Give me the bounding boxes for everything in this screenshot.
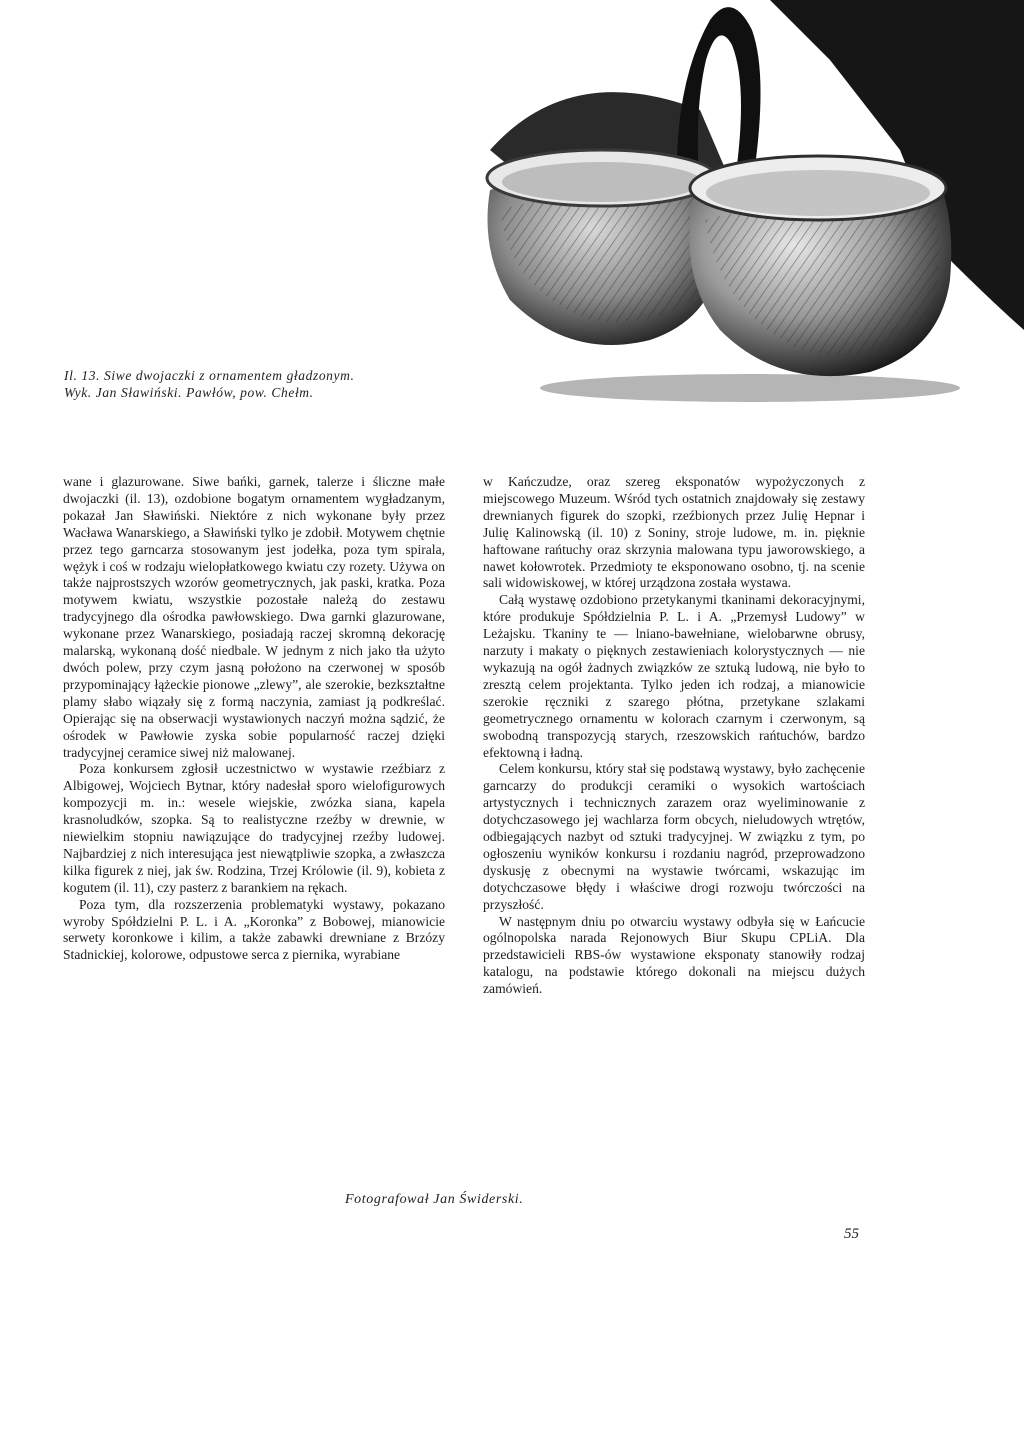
right-text-column (483, 474, 865, 998)
double-pot-illustration (470, 0, 1024, 420)
paragraph: wane i glazurowane. Siwe bańki, garnek, talerze i śliczne małe dwojaczki (il. 13), ozdobione bogatym ornamentem wygładzanym, pokazał Jan Sławiński. Niektóre z nich wykonane były przez Wacława Wanarskiego, a Sławiński tylko je zdobił. Motywem chętnie przez tego garncarza stosowanym jest jodełka, poza tym spirala, wężyk i coś w rodzaju wielopłatkowego kwiatu czy rozety. Używa on także najprostszych wzorów geometrycznych, jak paski, kratka. Poza motywem kwiatu, wszystkie pozostałe należą do zestawu tradycyjnego dla ośrodka pawłowskiego. Dwa garnki glazurowane, wykonane przez Wanarskiego, posiadają raczej skromną dekorację malarską, wykonaną dość niedbale. W jednym z nich jako tła użyto dwóch polew, przy czym jasną położono na czerwonej w sposób przypominający łążeckie pionowe „zlewy”, ale szerokie, bezkształtne plamy słabo wiązały się z formą naczynia, zamiast ją podkreślać. Opierając się na obserwacji wystawionych naczyń można sądzić, że ośrodek w Pawłowie zyska sobie popularność raczej dzięki tradycyjnej ceramice siwej niż malowanej. (63, 474, 445, 760)
page-number: 55 (844, 1226, 859, 1242)
paragraph: W następnym dniu po otwarciu wystawy odbyła się w Łańcucie ogólnopolska narada Rejonowych Biur Skupu CPLiA. Dla przedstawicieli RBS-ów wystawione eksponaty stanowiły rodzaj katalogu, na podstawie którego dokonali na miejscu dużych zamówień. (483, 913, 865, 997)
paragraph: Poza konkursem zgłosił uczestnictwo w wystawie rzeźbiarz z Albigowej, Wojciech Bytnar, który nadesłał sporo wielofigurowych kompozycji m. in.: wesele wiejskie, zwózka siana, kapela krasnoludków, szopka. Są to realistyczne rzeźby w drewnie, w niewielkim stopniu nawiązujące do tradycyjnej rzeźby ludowej. Najbardziej z nich interesująca jest niewątpliwie szopka, a zwłaszcza kilka figurek z niej, jak św. Rodzina, Trzej Królowie (il. 9), kobieta z kogutem (il. 11), czy pasterz z barankiem na rękach. (63, 761, 445, 895)
paragraph: w Kańczudze, oraz szereg eksponatów wypożyczonych z miejscowego Muzeum. Wśród tych ostatnich znajdowały się zestawy drewnianych figurek do szopki, rzeźbionych przez Julię Hepnar i Julię Kalinowską (il. 10) z Soniny, stroje ludowe, m. in. pięknie haftowane rańtuchy oraz skrzynia malowana typu jaworowskiego, a nawet kołowrotek. Przedmioty te eksponowano osobno, tj. na scenie sali widowiskowej, w której urządzona została wystawa. (483, 474, 865, 591)
paragraph: Celem konkursu, który stał się podstawą wystawy, było zachęcenie garncarzy do produkcji ceramiki o wysokich wartościach artystycznych i technicznych zarazem oraz wyeliminowanie z dotychczasowego jej wachlarza form obcych, nieludowych wtrętów, odbiegających nazbyt od sztuki tradycyjnej. W związku z tym, po ogłoszeniu wyników konkursu i rozdaniu nagród, przeprowadzono dyskusję z obecnymi na wystawie twórcami, wskazując im dotychczasowe błędy i właściwe drogi rozwoju twórczości na przyszłość. (483, 761, 865, 912)
left-text-column (63, 474, 445, 964)
photograph-double-pot (470, 0, 1024, 420)
paragraph: Całą wystawę ozdobiono przetykanymi tkaninami dekoracyjnymi, które produkuje Spółdzielnia P. L. i A. „Przemysł Ludowy” w Leżajsku. Tkaniny te — lniano-bawełniane, wielobarwne obrusy, narzuty i makaty o pięknych zestawieniach kolorystycznych — nie wykazują na ogół żadnych związków ze sztuką ludową, nie było to zresztą celem projektanta. Tylko jeden ich rodzaj, a mianowicie szerokie ręczniki z szarego płótna, przetykane szlakami geometrycznego ornamentu w kolorach czarnym i czerwonym, są swobodną transpozycją starych, rzeszowskich rańtuchów, bardzo efektowną i ładną. (483, 592, 865, 760)
paragraph: Poza tym, dla rozszerzenia problematyki wystawy, pokazano wyroby Spółdzielni P. L. i A. „Koronka” z Bobowej, mianowicie serwety koronkowe i kilim, a także zabawki drewniane z Brzózy Stadnickiej, kolorowe, odpustowe serca z piernika, wyrabiane (63, 896, 445, 963)
photo-credit: Fotografował Jan Świderski. (345, 1192, 524, 1207)
figure-caption: Il. 13. Siwe dwojaczki z ornamentem gładzonym. Wyk. Jan Sławiński. Pawłów, pow. Chełm. (64, 368, 355, 400)
